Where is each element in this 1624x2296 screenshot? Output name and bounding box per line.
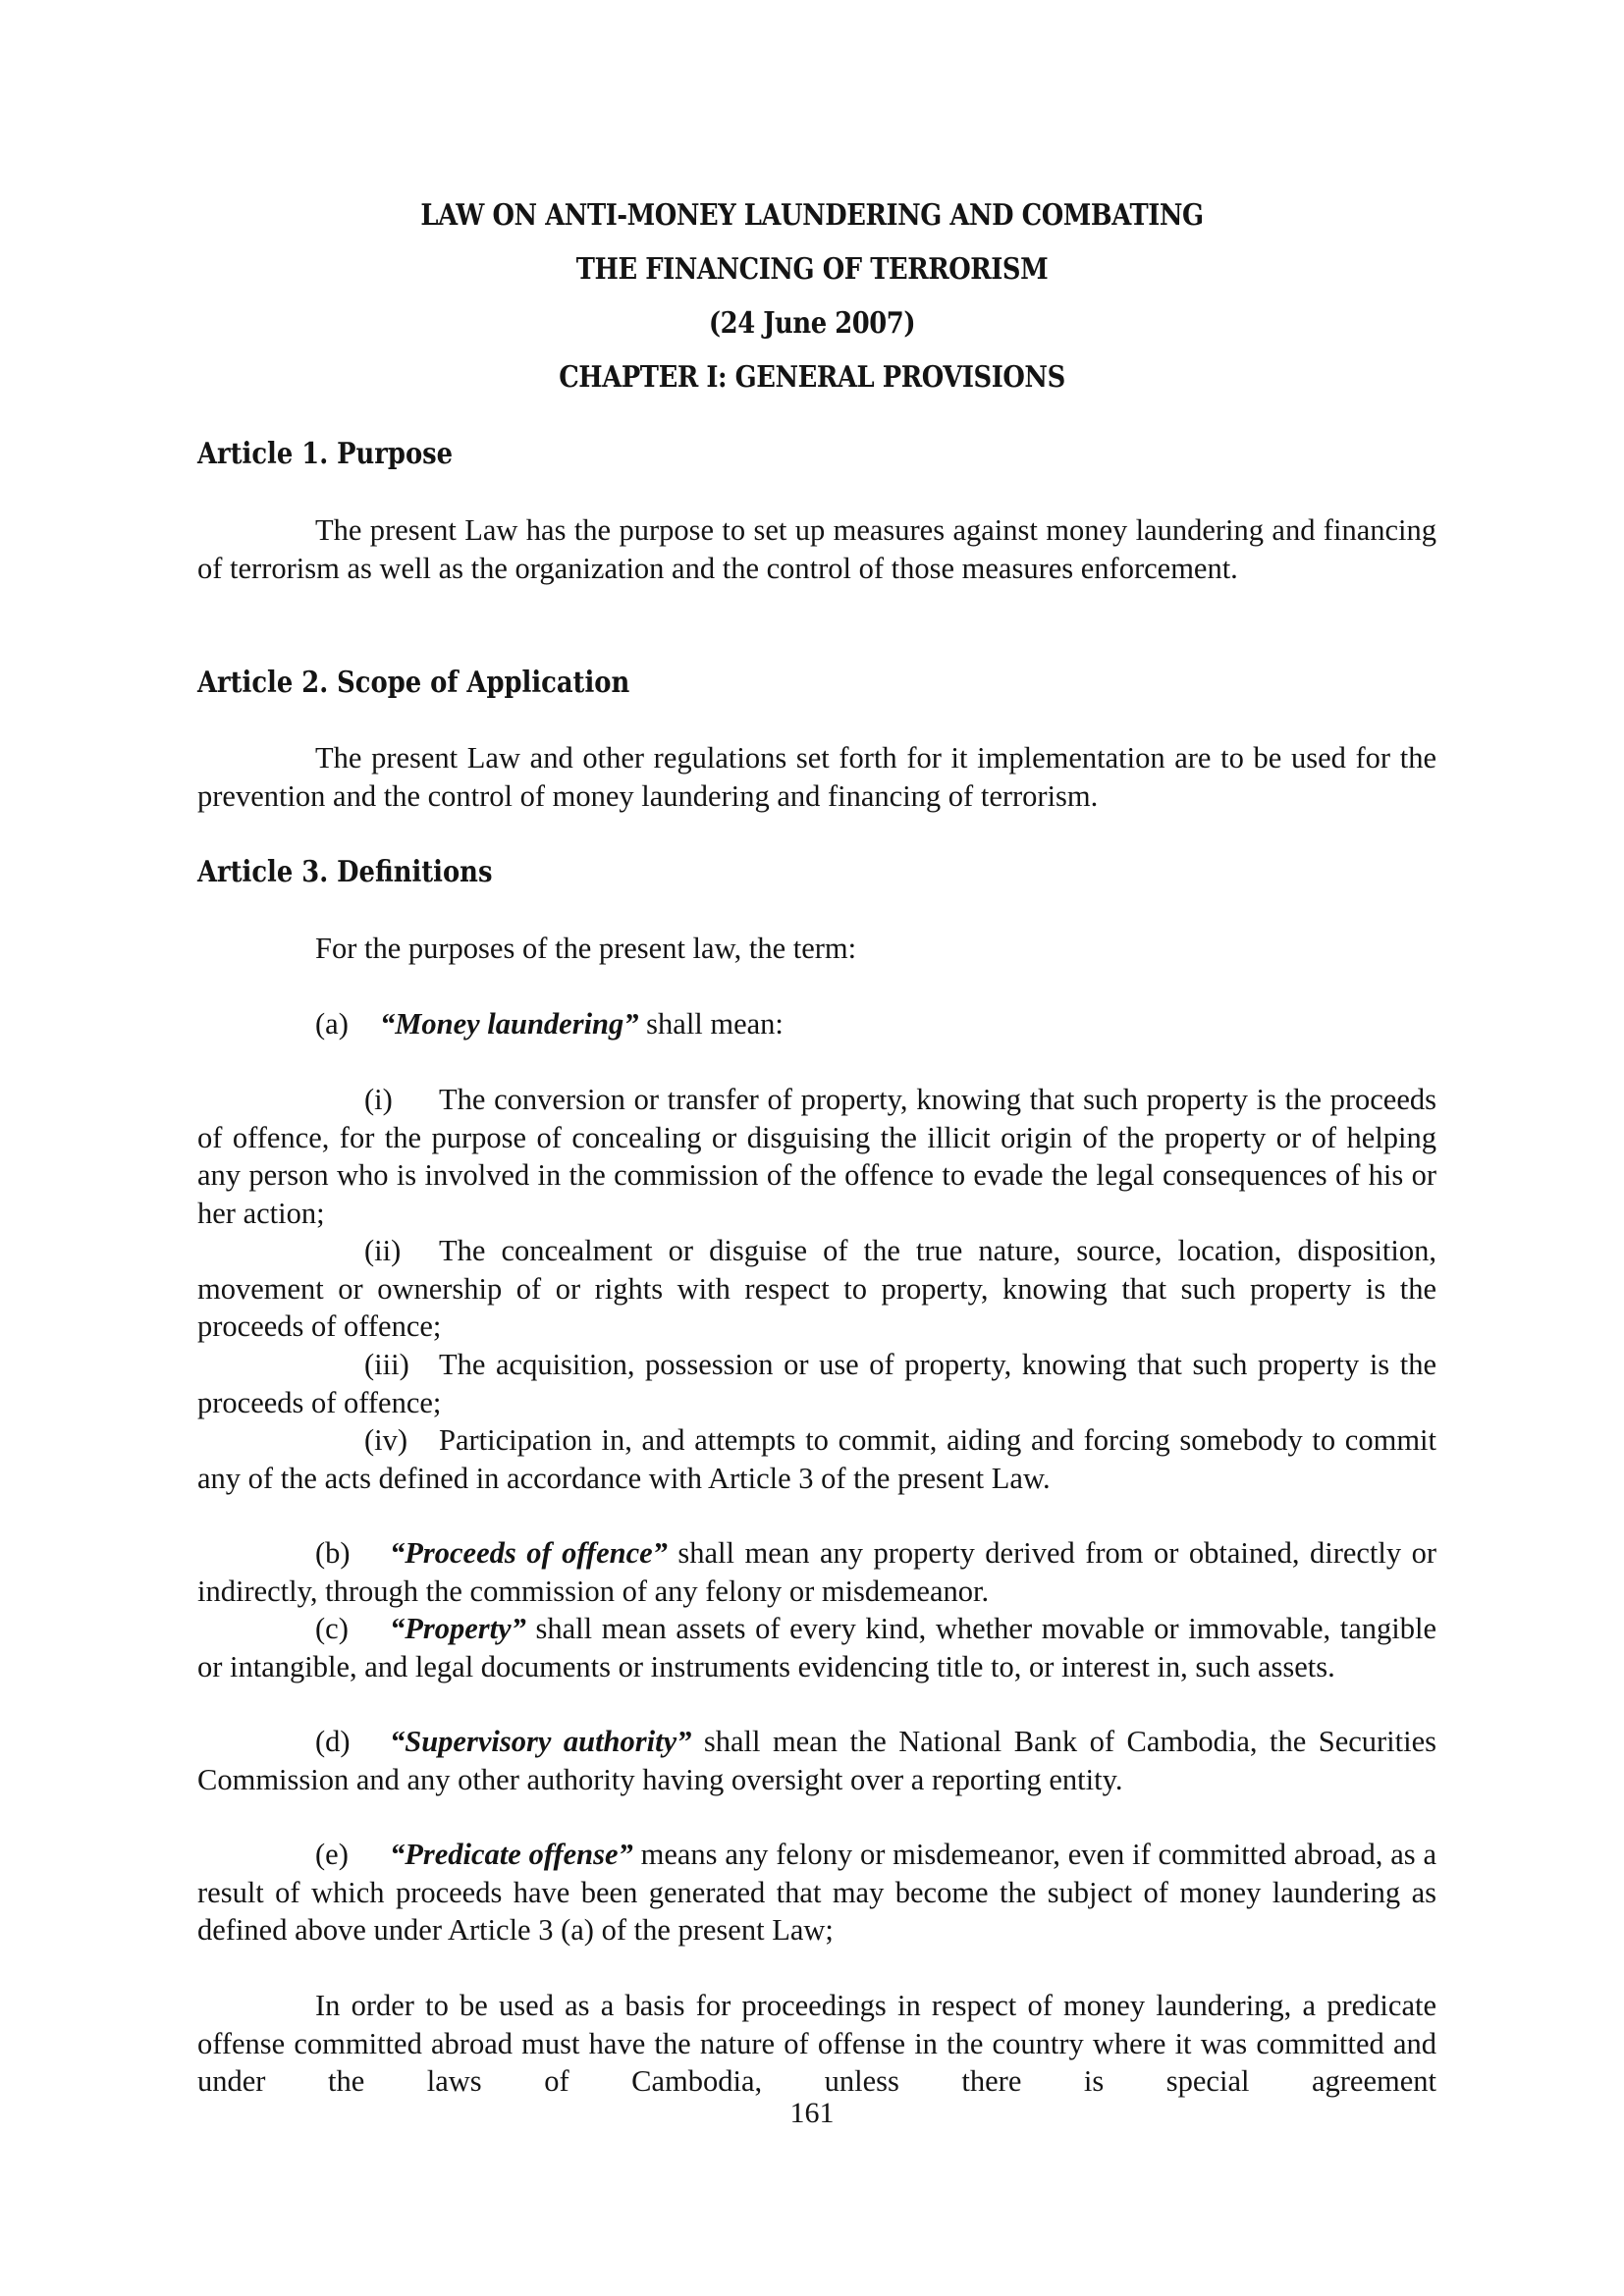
law-title-line-2: THE FINANCING OF TERRORISM bbox=[575, 252, 1049, 287]
article-1-heading: Article 1. Purpose bbox=[197, 437, 454, 471]
definition-e bbox=[197, 1836, 1436, 1949]
document-page bbox=[197, 0, 1436, 2296]
page-number: 161 bbox=[789, 2097, 835, 2129]
definition-d-term: “Supervisory authority” bbox=[390, 1725, 692, 1758]
predicate-offense-paragraph: In order to be used as a basis for proceedings in respect of money laundering, a predicate offense committed abroad must have the nature of offense in the country where it was committed and under the laws of Cambodia, unless there is special agreement bbox=[197, 1989, 1436, 2098]
article-2-text: The present Law and other regulations set forth for it implementation are to be used for the prevention and the control of money laundering and financing of terrorism. bbox=[197, 741, 1436, 813]
definition-b-label: (b) bbox=[315, 1536, 351, 1570]
definition-a-item-ii bbox=[197, 1232, 1436, 1346]
item-i-label: (i) bbox=[364, 1083, 393, 1116]
item-iii-text: The acquisition, possession or use of property, knowing that such property is the proceeds of offence; bbox=[197, 1348, 1436, 1419]
item-i-text: The conversion or transfer of property, knowing that such property is the proceeds of offence, for the purpose of concealing or disguising the illicit origin of the property or of helping any person who is involved in the commission of the offence to evade the legal consequences of his or her action; bbox=[197, 1083, 1436, 1230]
definition-a bbox=[197, 1005, 1436, 1043]
law-title-line-1: LAW ON ANTI-MONEY LAUNDERING AND COMBATING bbox=[420, 198, 1204, 233]
definition-c bbox=[197, 1610, 1436, 1685]
definition-a-term: “Money laundering” bbox=[380, 1007, 639, 1041]
article-3-intro: For the purposes of the present law, the term: bbox=[315, 932, 857, 965]
definition-b-text: shall mean any property derived from or obtained, directly or indirectly, through the commission of any felony or misdemeanor. bbox=[197, 1536, 1436, 1608]
article-1-text: The present Law has the purpose to set up measures against money laundering and financing of terrorism as well as the organization and the control of those measures enforcement. bbox=[197, 513, 1436, 585]
item-iv-label: (iv) bbox=[364, 1423, 408, 1457]
definition-a-text: shall mean: bbox=[638, 1007, 784, 1041]
article-2-heading: Article 2. Scope of Application bbox=[197, 666, 630, 700]
definition-b bbox=[197, 1534, 1436, 1610]
article-3-heading: Article 3. Definitions bbox=[197, 855, 493, 889]
definition-b-term: “Proceeds of offence” bbox=[390, 1536, 668, 1570]
definition-e-text: means any felony or misdemeanor, even if committed abroad, as a result of which proceeds have been generated that may become the subject of money laundering as defined above under Article 3 (a) of the present Law; bbox=[197, 1838, 1436, 1947]
definition-a-item-i bbox=[197, 1081, 1436, 1232]
definition-d-text: shall mean the National Bank of Cambodia, the Securities Commission and any other authority having oversight over a reporting entity. bbox=[197, 1725, 1437, 1796]
definition-d bbox=[197, 1723, 1436, 1798]
item-ii-label: (ii) bbox=[364, 1234, 402, 1267]
definition-e-label: (e) bbox=[315, 1838, 349, 1871]
definition-a-item-iii bbox=[197, 1346, 1436, 1421]
law-date: (24 June 2007) bbox=[708, 306, 916, 341]
definition-c-label: (c) bbox=[315, 1612, 349, 1645]
definition-a-label: (a) bbox=[315, 1007, 349, 1041]
item-ii-text: The concealment or disguise of the true nature, source, location, disposition, movement or ownership of or rights with respect to property, knowing that such property is the proceeds of offence; bbox=[197, 1234, 1436, 1343]
definition-c-text: shall mean assets of every kind, whether movable or immovable, tangible or intangible, and legal documents or instruments evidencing title to, or interest in, such assets. bbox=[197, 1612, 1436, 1683]
definition-d-label: (d) bbox=[315, 1725, 351, 1758]
item-iii-label: (iii) bbox=[364, 1348, 409, 1381]
chapter-title: CHAPTER I: GENERAL PROVISIONS bbox=[559, 360, 1065, 395]
definition-e-term: “Predicate offense” bbox=[390, 1838, 633, 1871]
item-iv-text: Participation in, and attempts to commit, aiding and forcing somebody to commit any of the acts defined in accordance with Article 3 of the present Law. bbox=[197, 1423, 1436, 1495]
definition-c-term: “Property” bbox=[390, 1612, 526, 1645]
definition-a-item-iv bbox=[197, 1421, 1436, 1497]
